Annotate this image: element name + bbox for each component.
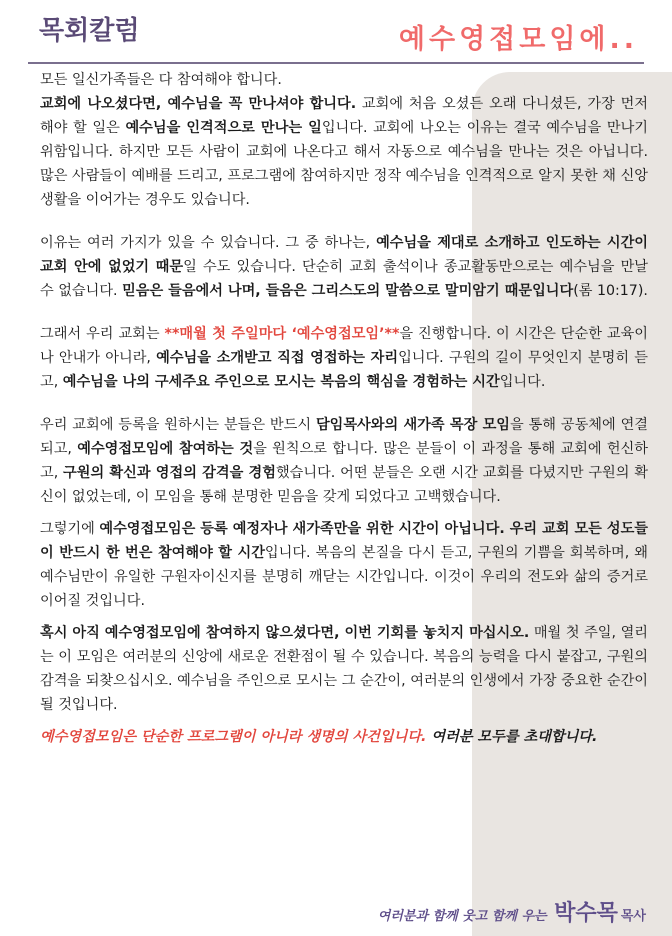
paragraph-4 bbox=[40, 413, 648, 509]
p1-text-2: 입니다. 교회에 나오는 이유는 결국 예수님을 만나기 위함입니다. 하지만 모든 사람이 교회에 나온다고 해서 자동으로 예수님을 만나는 것은 아닙니다. 많은 사람들이 예배를 드리고, 프로그램에 참여하지만 정작 예수님을 인격적으로 알지 못한 채 신앙생활을 이어가는 경우도 있습니다. bbox=[40, 120, 648, 208]
intro-line: 모든 일신가족들은 다 참여해야 합니다. bbox=[40, 72, 282, 88]
p2-text-2: 일 수도 있습니다. 단순히 교회 출석이나 종교활동만으로는 예수님을 만날 수 없습니다. bbox=[40, 259, 649, 299]
p1-bold-2: 예수님을 인격적으로 만나는 일 bbox=[125, 120, 322, 136]
paragraph-1 bbox=[40, 68, 648, 212]
p4-bold-2: 예수영접모임에 참여하는 것 bbox=[77, 441, 254, 457]
p4-bold-3: 구원의 확신과 영접의 감격을 경험 bbox=[63, 465, 276, 481]
p3-text-2: 을 진행합니다. 이 시간은 단순한 교육이나 안내가 아니라, bbox=[40, 326, 649, 366]
column-header bbox=[0, 0, 672, 66]
p3-bold-2: 예수님을 나의 구세주요 주인으로 모시는 복음의 핵심을 경험하는 시간 bbox=[62, 374, 500, 390]
p3-text-4: 입니다. bbox=[499, 374, 546, 390]
pastor-name: 박수목 bbox=[554, 901, 618, 926]
signature-motto: 여러분과 함께 웃고 함께 우는 bbox=[377, 909, 547, 924]
p2-text-1: 이유는 여러 가지가 있을 수 있습니다. 그 중 하나는, bbox=[40, 235, 377, 251]
p2-bold-1: 예수님을 제대로 소개하고 인도하는 시간이 교회 안에 없었기 때문 bbox=[40, 235, 648, 275]
pastor-signature bbox=[378, 896, 646, 927]
paragraph-5 bbox=[40, 517, 648, 613]
p6-text-1: 매월 첫 주일, 열리는 이 모임은 여러분의 신앙에 새로운 전환점이 될 수 있습니다. 복음의 능력을 다시 붙잡고, 구원의 감격을 되찾으십시오. 예수님을 주인으로 모시는 그 순간이, 여러분의 인생에서 가장 중요한 순간이 될 것입니다. bbox=[40, 625, 648, 713]
article-body bbox=[40, 68, 648, 757]
p5-text-2: 입니다. 복음의 본질을 다시 듣고, 구원의 기쁨을 회복하며, 왜 예수님만이 유일한 구원자이신지를 분명히 깨닫는 시간입니다. 이것이 우리의 전도와 삶의 증거로 이어질 것입니다. bbox=[40, 545, 648, 609]
p1-bold-1: 교회에 나오셨다면, 예수님을 꼭 만나셔야 합니다. bbox=[40, 96, 357, 112]
p3-bold-1: 예수님을 소개받고 직접 영접하는 자리 bbox=[156, 350, 399, 366]
p2-bold-2: 믿음은 들음에서 나며, 들음은 그리스도의 말씀으로 말미암기 때문입니다 bbox=[122, 283, 574, 299]
p5-bold-1: 예수영접모임은 등록 예정자나 새가족만을 위한 시간이 아닙니다. 우리 교회 모든 성도들이 반드시 한 번은 참여해야 할 시간 bbox=[40, 521, 648, 561]
paragraph-2 bbox=[40, 231, 648, 303]
p5-text-1: 그렇기에 bbox=[40, 521, 100, 537]
p3-highlight: **매월 첫 주일마다 ‘예수영접모임’** bbox=[164, 326, 400, 342]
p4-text-2: 을 통해 공동체에 연결되고, bbox=[40, 417, 648, 457]
p6-bold-1: 혹시 아직 예수영접모임에 참여하지 않으셨다면, 이번 기회를 놓치지 마십시오. bbox=[40, 625, 530, 641]
paragraph-6 bbox=[40, 621, 648, 717]
column-name: 목회칼럼 bbox=[39, 16, 140, 46]
p2-text-3: (롬 10:17). bbox=[573, 283, 648, 299]
closing-statement bbox=[40, 725, 648, 749]
p4-text-4: 했습니다. 어떤 분들은 오랜 시간 교회를 다녔지만 구원의 확신이 없었는데, 이 모임을 통해 분명한 믿음을 갖게 되었다고 고백했습니다. bbox=[40, 465, 648, 505]
closing-invitation: 여러분 모두를 초대합니다. bbox=[426, 729, 598, 745]
article-title: 예수영접모임에.. bbox=[398, 24, 638, 55]
p4-text-1: 우리 교회에 등록을 원하시는 분들은 반드시 bbox=[40, 417, 316, 433]
p4-text-3: 을 원칙으로 합니다. 많은 분들이 이 과정을 통해 교회에 헌신하고, bbox=[40, 441, 648, 481]
p3-text-1: 그래서 우리 교회는 bbox=[40, 326, 165, 342]
paragraph-3 bbox=[40, 322, 648, 394]
closing-highlight: 예수영접모임은 단순한 프로그램이 아니라 생명의 사건입니다. bbox=[40, 729, 427, 745]
pastor-title: 목사 bbox=[620, 909, 646, 924]
p3-text-3: 입니다. 구원의 길이 무엇인지 분명히 듣고, bbox=[40, 350, 648, 390]
header-divider bbox=[28, 62, 644, 64]
p4-bold-1: 담임목사와의 새가족 목장 모임 bbox=[315, 417, 511, 433]
p1-text-1: 교회에 처음 오셨든 오래 다니셨든, 가장 먼저 해야 할 일은 bbox=[40, 96, 648, 136]
